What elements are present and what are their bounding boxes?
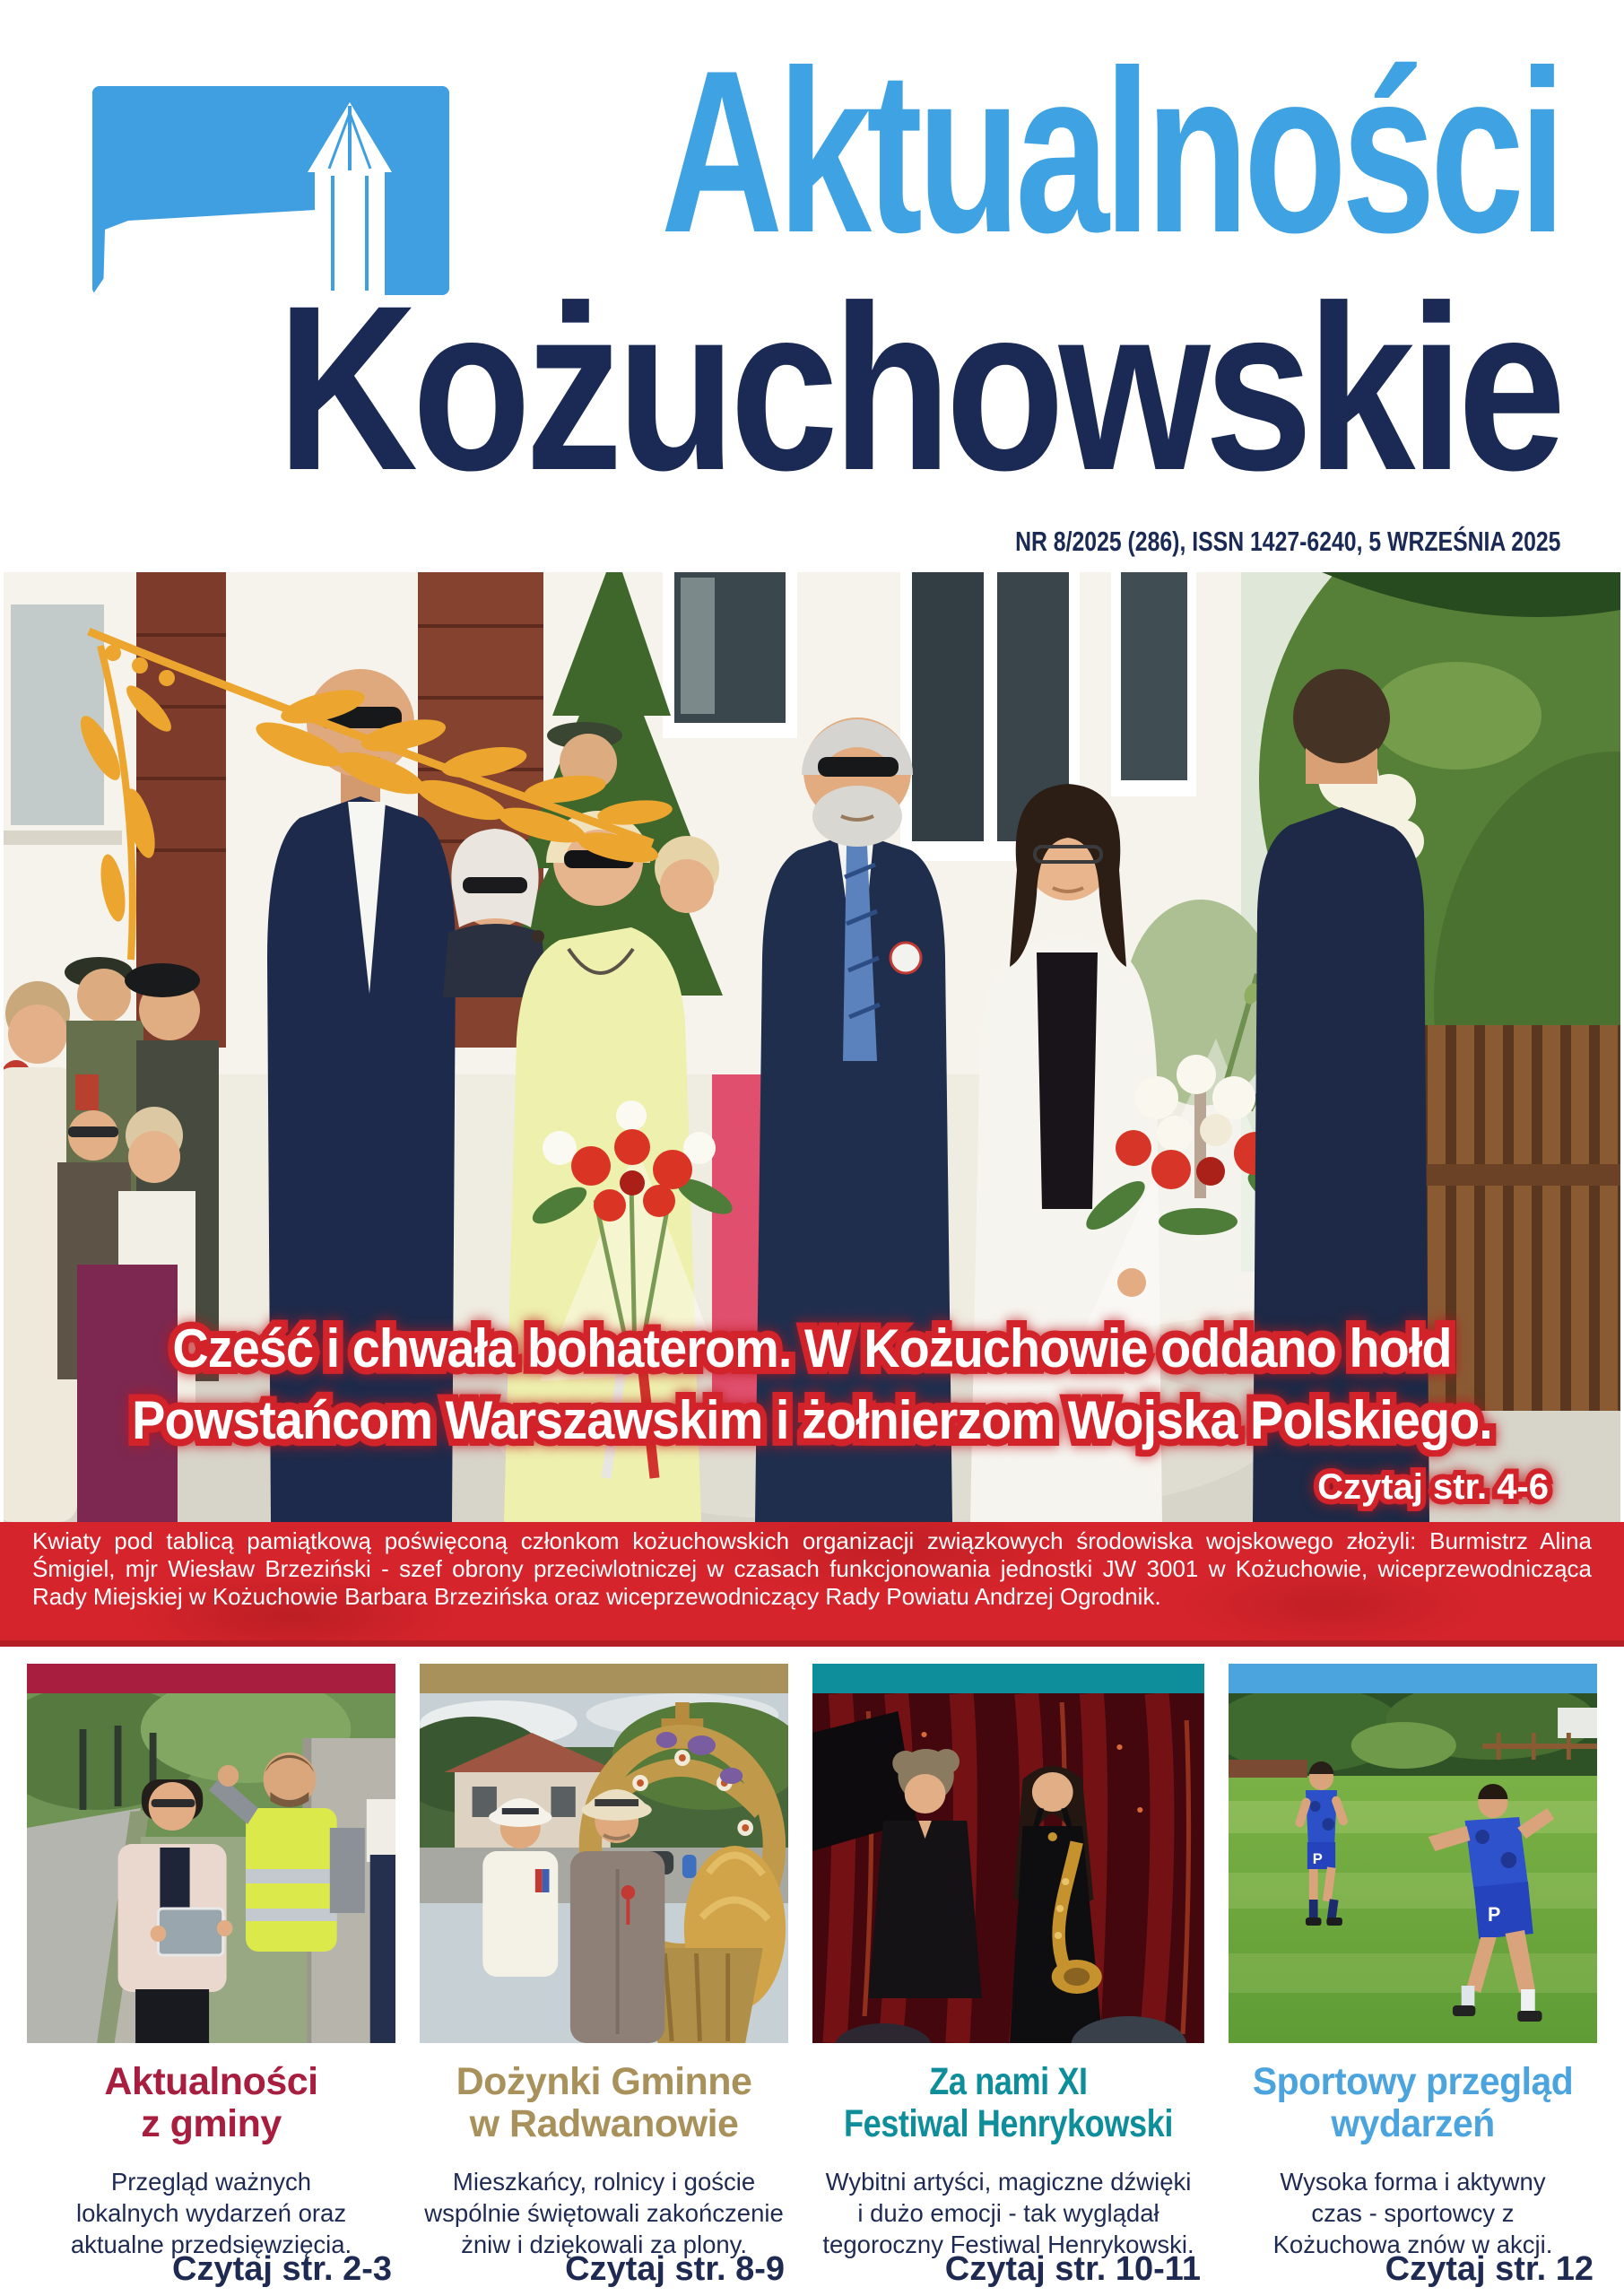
- card-title-line2: Festiwal Henrykowski: [844, 2102, 1174, 2146]
- story-cards: [27, 1664, 1597, 2296]
- card-summary: Wysoka forma i aktywny czas - sportowcy z Kożuchowa znów w akcji.: [1272, 2167, 1553, 2258]
- card-summary: Przegląd ważnych lokalnych wydarzeń oraz aktualne przedsięwzięcia.: [70, 2167, 352, 2258]
- card-summary: Wybitni artyści, magiczne dźwięki i dużo emocji - tak wyglądał tegoroczny Festiwal Henrykowski.: [822, 2167, 1194, 2258]
- card-read-more: Czytaj str. 12: [1385, 2250, 1594, 2288]
- card-title: [27, 2061, 395, 2146]
- card-title-line2: wydarzeń: [1331, 2102, 1495, 2146]
- card-read-more: Czytaj str. 2-3: [172, 2250, 393, 2288]
- card-title: [420, 2061, 788, 2146]
- card-festiwal-henrykowski: [812, 1664, 1204, 2296]
- card-title-line2: w Radwanowie: [469, 2102, 739, 2146]
- card-title: [1238, 2061, 1587, 2146]
- card-title: [844, 2061, 1173, 2146]
- hero-headline: [60, 1313, 1564, 1457]
- card-sportowy-przeglad: [1229, 1664, 1597, 2296]
- card-read-more: Czytaj str. 10-11: [944, 2250, 1201, 2288]
- masthead-title-line2: Kożuchowskie: [277, 257, 1560, 519]
- hero-read-more: Czytaj str. 4-6 Czytaj str. 4-6: [1317, 1467, 1549, 1508]
- card-accent-band: [812, 1664, 1204, 1693]
- masthead-title-line1: Aktualności: [660, 22, 1560, 281]
- hero-headline-line2: Powstańcom Warszawskim i żołnierzom Wojska Polskiego. Powstańcom Warszawskim i żołnierzom Wojska Polskiego.: [60, 1385, 1564, 1457]
- card-accent-band: [420, 1664, 788, 1693]
- photo-caption-text: Kwiaty pod tablicą pamiątkową poświęconą członkom kożuchowskich organizacji związkowych środowiska wojskowego złożyli: Burmistrz Alina Śmigiel, mjr Wiesław Brzeziński - szef obrony przeciwlotniczej w czasach funkcjonowania jednostki JW 3001 w Kożuchowie, wiceprzewodnicząca Rady Miejskiej w Kożuchowie Barbara Brzezińska oraz wiceprzewodniczący Rady Powiatu Andrzej Ogrodnik.: [32, 1527, 1592, 1610]
- card-aktualnosci-z-gminy: [27, 1664, 395, 2296]
- hero-headline-line1: Cześć i chwała bohaterom. W Kożuchowie oddano hołd Cześć i chwała bohaterom. W Kożuchowie oddano hołd: [60, 1313, 1564, 1385]
- photo-caption-bar: [0, 1522, 1624, 1647]
- card-photo-sport: [1229, 1693, 1597, 2043]
- issue-info-line: NR 8/2025 (286), ISSN 1427-6240, 5 WRZEŚNIA 2025: [1014, 526, 1560, 557]
- card-title-line1: Za nami XI: [929, 2060, 1088, 2103]
- hero-photo: [4, 572, 1620, 1522]
- card-dozynki-gminne: [420, 1664, 788, 2296]
- card-photo-dozynki: [420, 1693, 788, 2043]
- card-photo-festiwal: [812, 1693, 1204, 2043]
- card-title-line1: Dożynki Gminne: [456, 2060, 752, 2103]
- card-photo-gmina: [27, 1693, 395, 2043]
- jersey-letter: P: [1312, 1849, 1323, 1868]
- card-summary: Mieszkańcy, rolnicy i goście wspólnie świętowali zakończenie żniw i dziękowali za plony.: [424, 2167, 784, 2258]
- card-accent-band: [27, 1664, 395, 1693]
- card-title-line1: Sportowy przegląd: [1252, 2060, 1574, 2103]
- card-title-line2: z gminy: [141, 2102, 282, 2146]
- card-title-line1: Aktualności: [104, 2060, 318, 2103]
- card-accent-band: [1229, 1664, 1597, 1693]
- card-read-more: Czytaj str. 8-9: [565, 2250, 786, 2288]
- jersey-letter: P: [1487, 1902, 1501, 1926]
